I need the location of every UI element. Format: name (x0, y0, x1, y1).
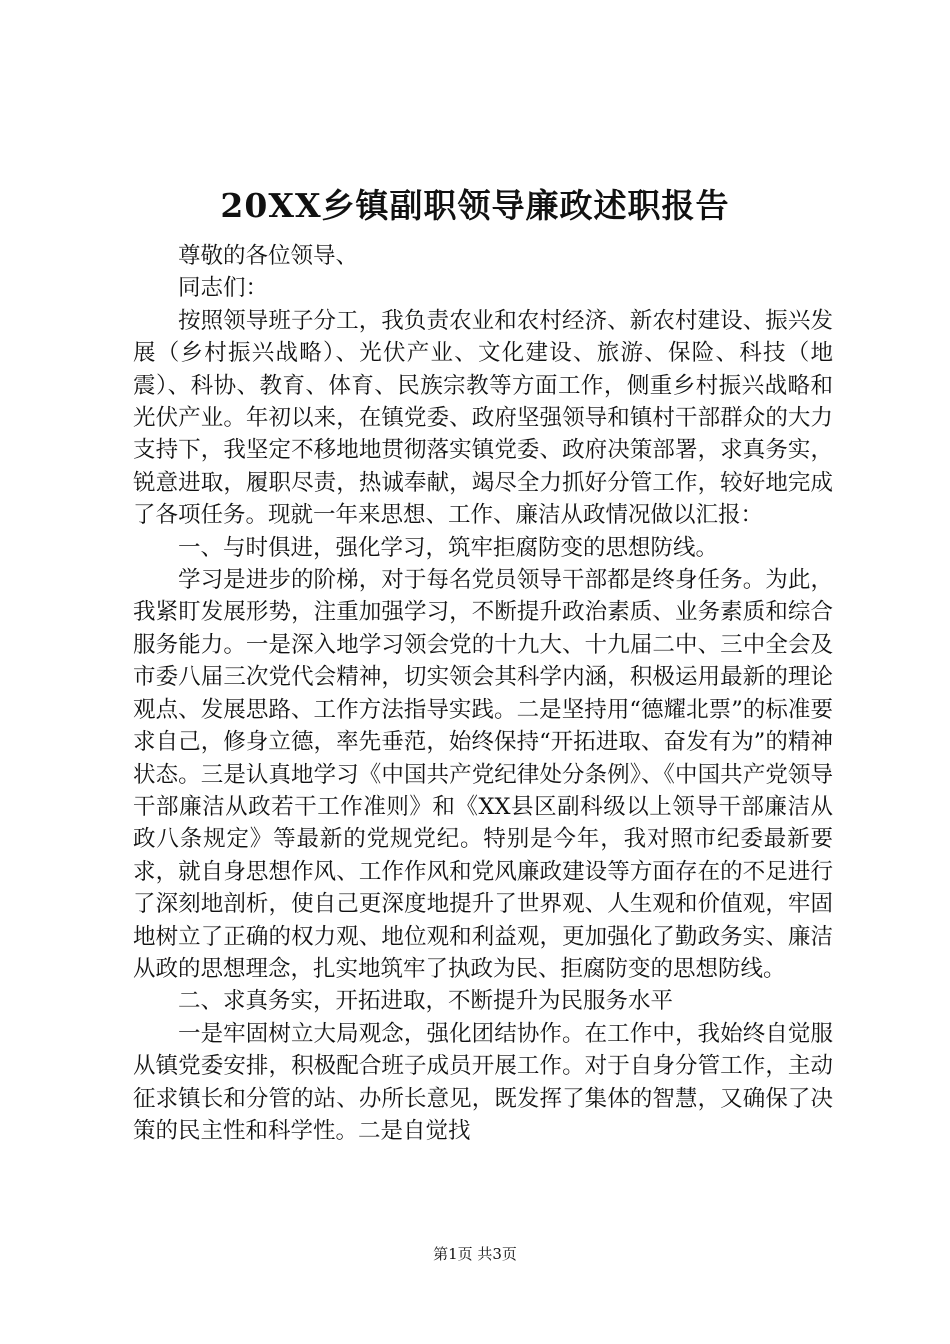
section-heading-2: 二、求真务实，开拓进取，不断提升为民服务水平 (178, 988, 674, 1015)
salutation-line-2: 同志们： (178, 275, 269, 302)
document-title: 20XX乡镇副职领导廉政述职报告 (220, 186, 730, 225)
section-heading-1: 一、与时俱进，强化学习，筑牢拒腐防变的思想防线。 (178, 534, 719, 561)
paragraph-intro: 按照领导班子分工，我负责农业和农村经济、新农村建设、振兴发展（乡村振兴战略）、光伏产业、文化建设、旅游、保险、科技（地震）、科协、教育、体育、民族宗教等方面工作，侧重乡村振兴战略和光伏产业。年初以来，在镇党委、政府坚强领导和镇村干部群众的大力支持下，我坚定不移地地贯彻落实镇党委、政府决策部署，求真务实，锐意进取，履职尽责，热诚奉献，竭尽全力抓好分管工作，较好地完成了各项任务。现就一年来思想、工作、廉洁从政情况做以汇报： (133, 307, 833, 529)
salutation-line-1: 尊敬的各位领导、 (178, 243, 359, 269)
paragraph-cooperation: 一是牢固树立大局观念，强化团结协作。在工作中，我始终自觉服从镇党委安排，积极配合班子成员开展工作。对于自身分管工作，主动征求镇长和分管的站、办所长意见，既发挥了集体的智慧，又确保了决策的民主性和科学性。二是自觉找 (133, 1020, 833, 1144)
paragraph-study: 学习是进步的阶梯，对于每名党员领导干部都是终身任务。为此，我紧盯发展形势，注重加强学习，不断提升政治素质、业务素质和综合服务能力。一是深入地学习领会党的十九大、十九届二中、三中全会及市委八届三次党代会精神，切实领会其科学内涵，积极运用最新的理论观点、发展思路、工作方法指导实践。二是坚持用“德耀北票”的标准要求自己，修身立德，率先垂范，始终保持“开拓进取、奋发有为”的精神状态。三是认真地学习《中国共产党纪律处分条例》、《中国共产党领导干部廉洁从政若干工作准则》和《XX县区副科级以上领导干部廉洁从政八条规定》等最新的党规党纪。特别是今年，我对照市纪委最新要求，就自身思想作风、工作作风和党风廉政建设等方面存在的不足进行了深刻地剖析，使自己更深度地提升了世界观、人生观和价值观，牢固地树立了正确的权力观、地位观和利益观，更加强化了勤政务实、廉洁从政的思想理念，扎实地筑牢了执政为民、拒腐防变的思想防线。 (133, 567, 833, 982)
document-body (133, 240, 833, 1147)
page-footer: 第1页 共3页 (433, 1245, 517, 1263)
